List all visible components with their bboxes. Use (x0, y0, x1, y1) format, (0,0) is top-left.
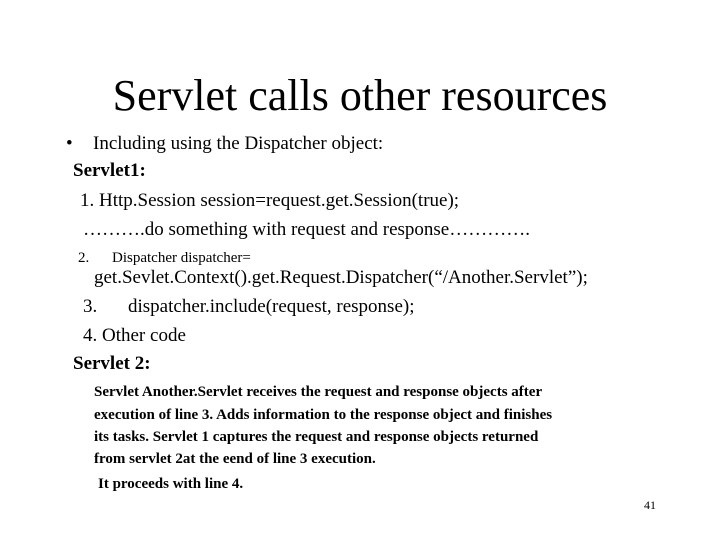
slide-title: Servlet calls other resources (112, 71, 608, 120)
code-line-3: dispatcher.include(request, response); (128, 296, 415, 317)
description-line: its tasks. Servlet 1 captures the request and response objects returned (94, 429, 539, 445)
description-line: from servlet 2at the eend of line 3 execution. (94, 451, 376, 467)
servlet2-heading: Servlet 2: (73, 353, 151, 374)
code-line-1b: ……….do something with request and response…………. (83, 219, 530, 240)
page-number: 41 (644, 498, 656, 512)
description-line: execution of line 3. Adds information to the response object and finishes (94, 407, 553, 423)
code-line-2-number: 2. (78, 250, 90, 266)
code-line-2b: get.Sevlet.Context().get.Request.Dispatcher(“/Another.Servlet”); (94, 267, 588, 288)
servlet1-heading: Servlet1: (73, 160, 146, 181)
bullet-text: Including using the Dispatcher object: (93, 133, 384, 154)
code-line-2: Dispatcher dispatcher= (112, 250, 251, 266)
code-line-4: 4. Other code (83, 325, 186, 346)
description-line: Servlet Another.Servlet receives the request and response objects after (94, 384, 543, 400)
proceeds-line: It proceeds with line 4. (98, 476, 244, 492)
code-line-1: 1. Http.Session session=request.get.Session(true); (80, 190, 460, 211)
code-line-3-number: 3. (83, 296, 98, 317)
bullet-marker: • (66, 133, 73, 154)
